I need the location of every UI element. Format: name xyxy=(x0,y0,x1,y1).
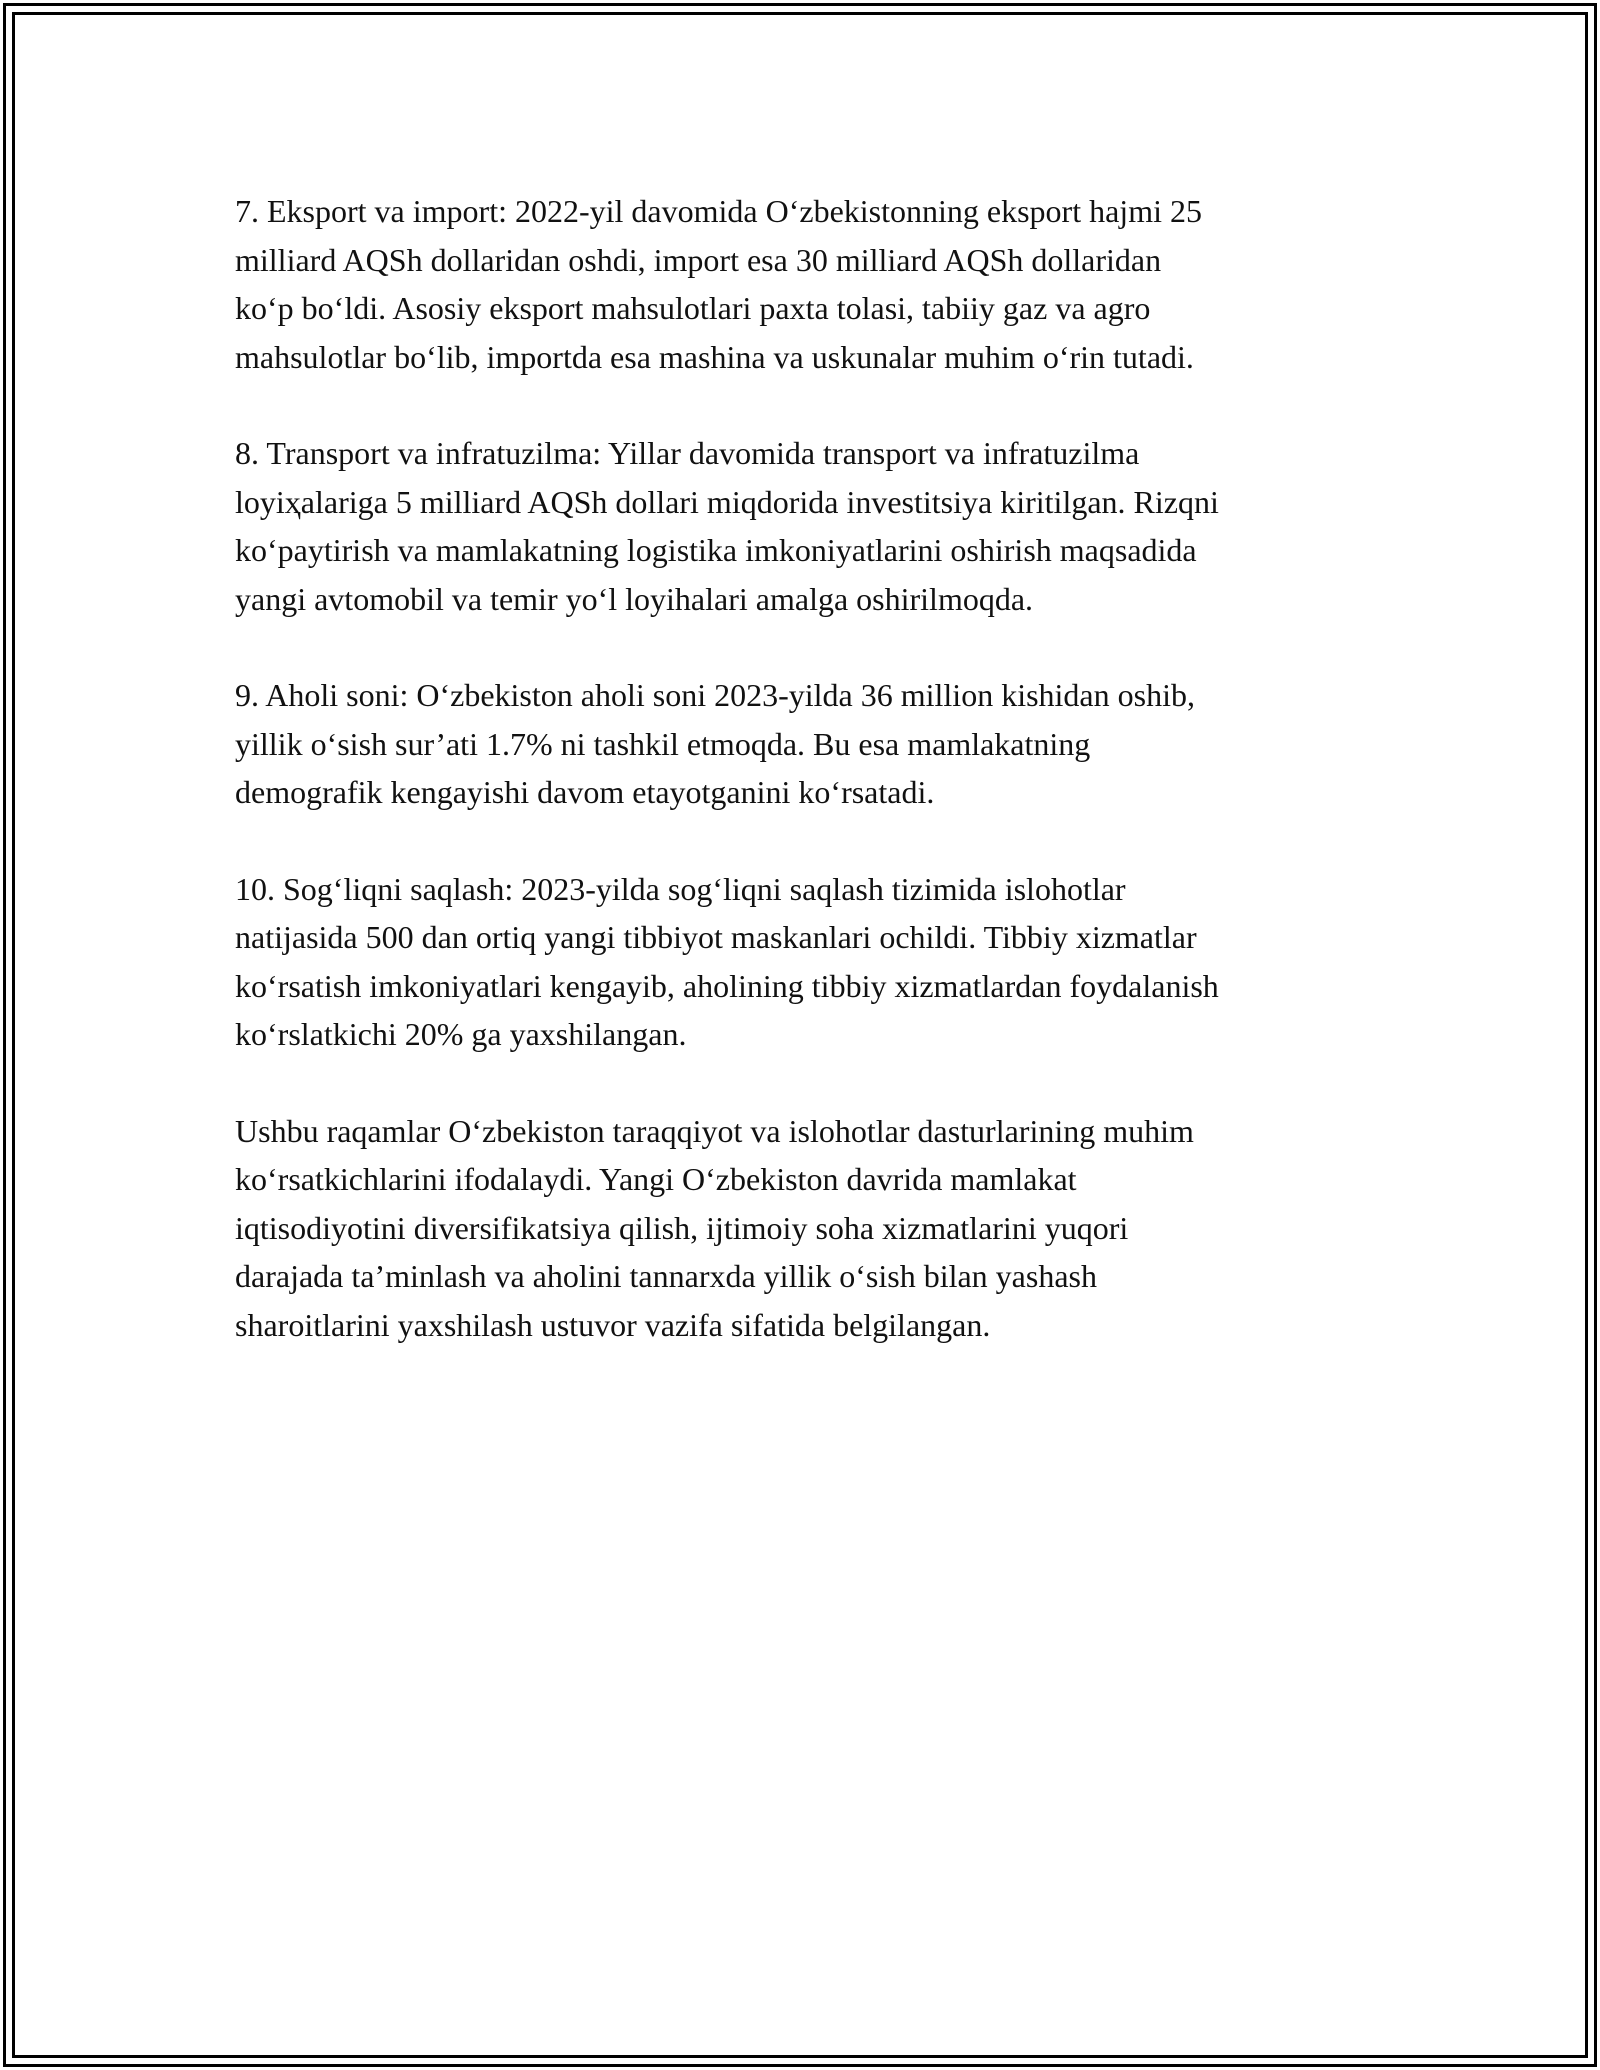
text-line: iqtisodiyotini diversifikatsiya qilish, ijtimoiy soha xizmatlarini yuqori xyxy=(235,1209,1129,1246)
paragraph-conclusion xyxy=(235,1107,1375,1350)
text-line: 9. Aholi soni: O‘zbekiston aholi soni 2023-yilda 36 million kishidan oshib, xyxy=(235,677,1195,713)
text-line: 8. Transport va infratuzilma: Yillar davomida transport va infratuzilma xyxy=(235,435,1140,471)
text-line: natijasida 500 dan ortiq yangi tibbiyot maskanlari ochildi. Tibbiy xizmatlar xyxy=(235,919,1197,955)
text-line: darajada ta’minlash va aholini tannarxda yillik o‘sish bilan yashash xyxy=(235,1258,1097,1294)
text-line: Ushbu raqamlar O‘zbekiston taraqqiyot va islohotlar dasturlarining muhim xyxy=(235,1112,1194,1149)
text-line: ko‘rslatkichi 20% ga yaxshilangan. xyxy=(235,1016,687,1052)
text-line: 10. Sog‘liqni saqlash: 2023-yilda sog‘liqni saqlash tizimida islohotlar xyxy=(235,870,1126,907)
text-line: demografik kengayishi davom etayotganini ko‘rsatadi. xyxy=(235,774,935,810)
text-line: sharoitlarini yaxshilash ustuvor vazifa sifatida belgilangan. xyxy=(235,1306,991,1343)
text-line: 7. Eksport va import: 2022-yil davomida O‘zbekistonning eksport hajmi 25 xyxy=(235,193,1202,229)
text-line: loyiҳalariga 5 milliard AQSh dollari miqdorida investitsiya kiritilgan. Rizqni xyxy=(235,483,1219,520)
paragraph-healthcare xyxy=(235,865,1375,1059)
text-line: mahsulotlar bo‘lib, importda esa mashina va uskunalar muhim o‘rin tutadi. xyxy=(235,338,1194,375)
text-line: ko‘rsatish imkoniyatlari kengayib, aholining tibbiy xizmatlardan foydalanish xyxy=(235,967,1219,1004)
text-line: milliard AQSh dollaridan oshdi, import esa 30 milliard AQSh dollaridan xyxy=(235,241,1162,278)
paragraph-export-import xyxy=(235,187,1375,381)
paragraph-transport-infrastructure xyxy=(235,429,1375,623)
text-line: ko‘p bo‘ldi. Asosiy eksport mahsulotlari paxta tolasi, tabiiy gaz va agro xyxy=(235,290,1151,326)
document-body xyxy=(235,187,1375,1397)
text-line: ko‘rsatkichlarini ifodalaydi. Yangi O‘zbekiston davrida mamlakat xyxy=(235,1161,1077,1197)
text-line: yangi avtomobil va temir yo‘l loyihalari amalga oshirilmoqda. xyxy=(235,580,1034,617)
text-line: yillik o‘sish sur’ati 1.7% ni tashkil etmoqda. Bu esa mamlakatning xyxy=(235,725,1091,762)
paragraph-population xyxy=(235,671,1375,817)
text-line: ko‘paytirish va mamlakatning logistika imkoniyatlarini oshirish maqsadida xyxy=(235,532,1197,568)
